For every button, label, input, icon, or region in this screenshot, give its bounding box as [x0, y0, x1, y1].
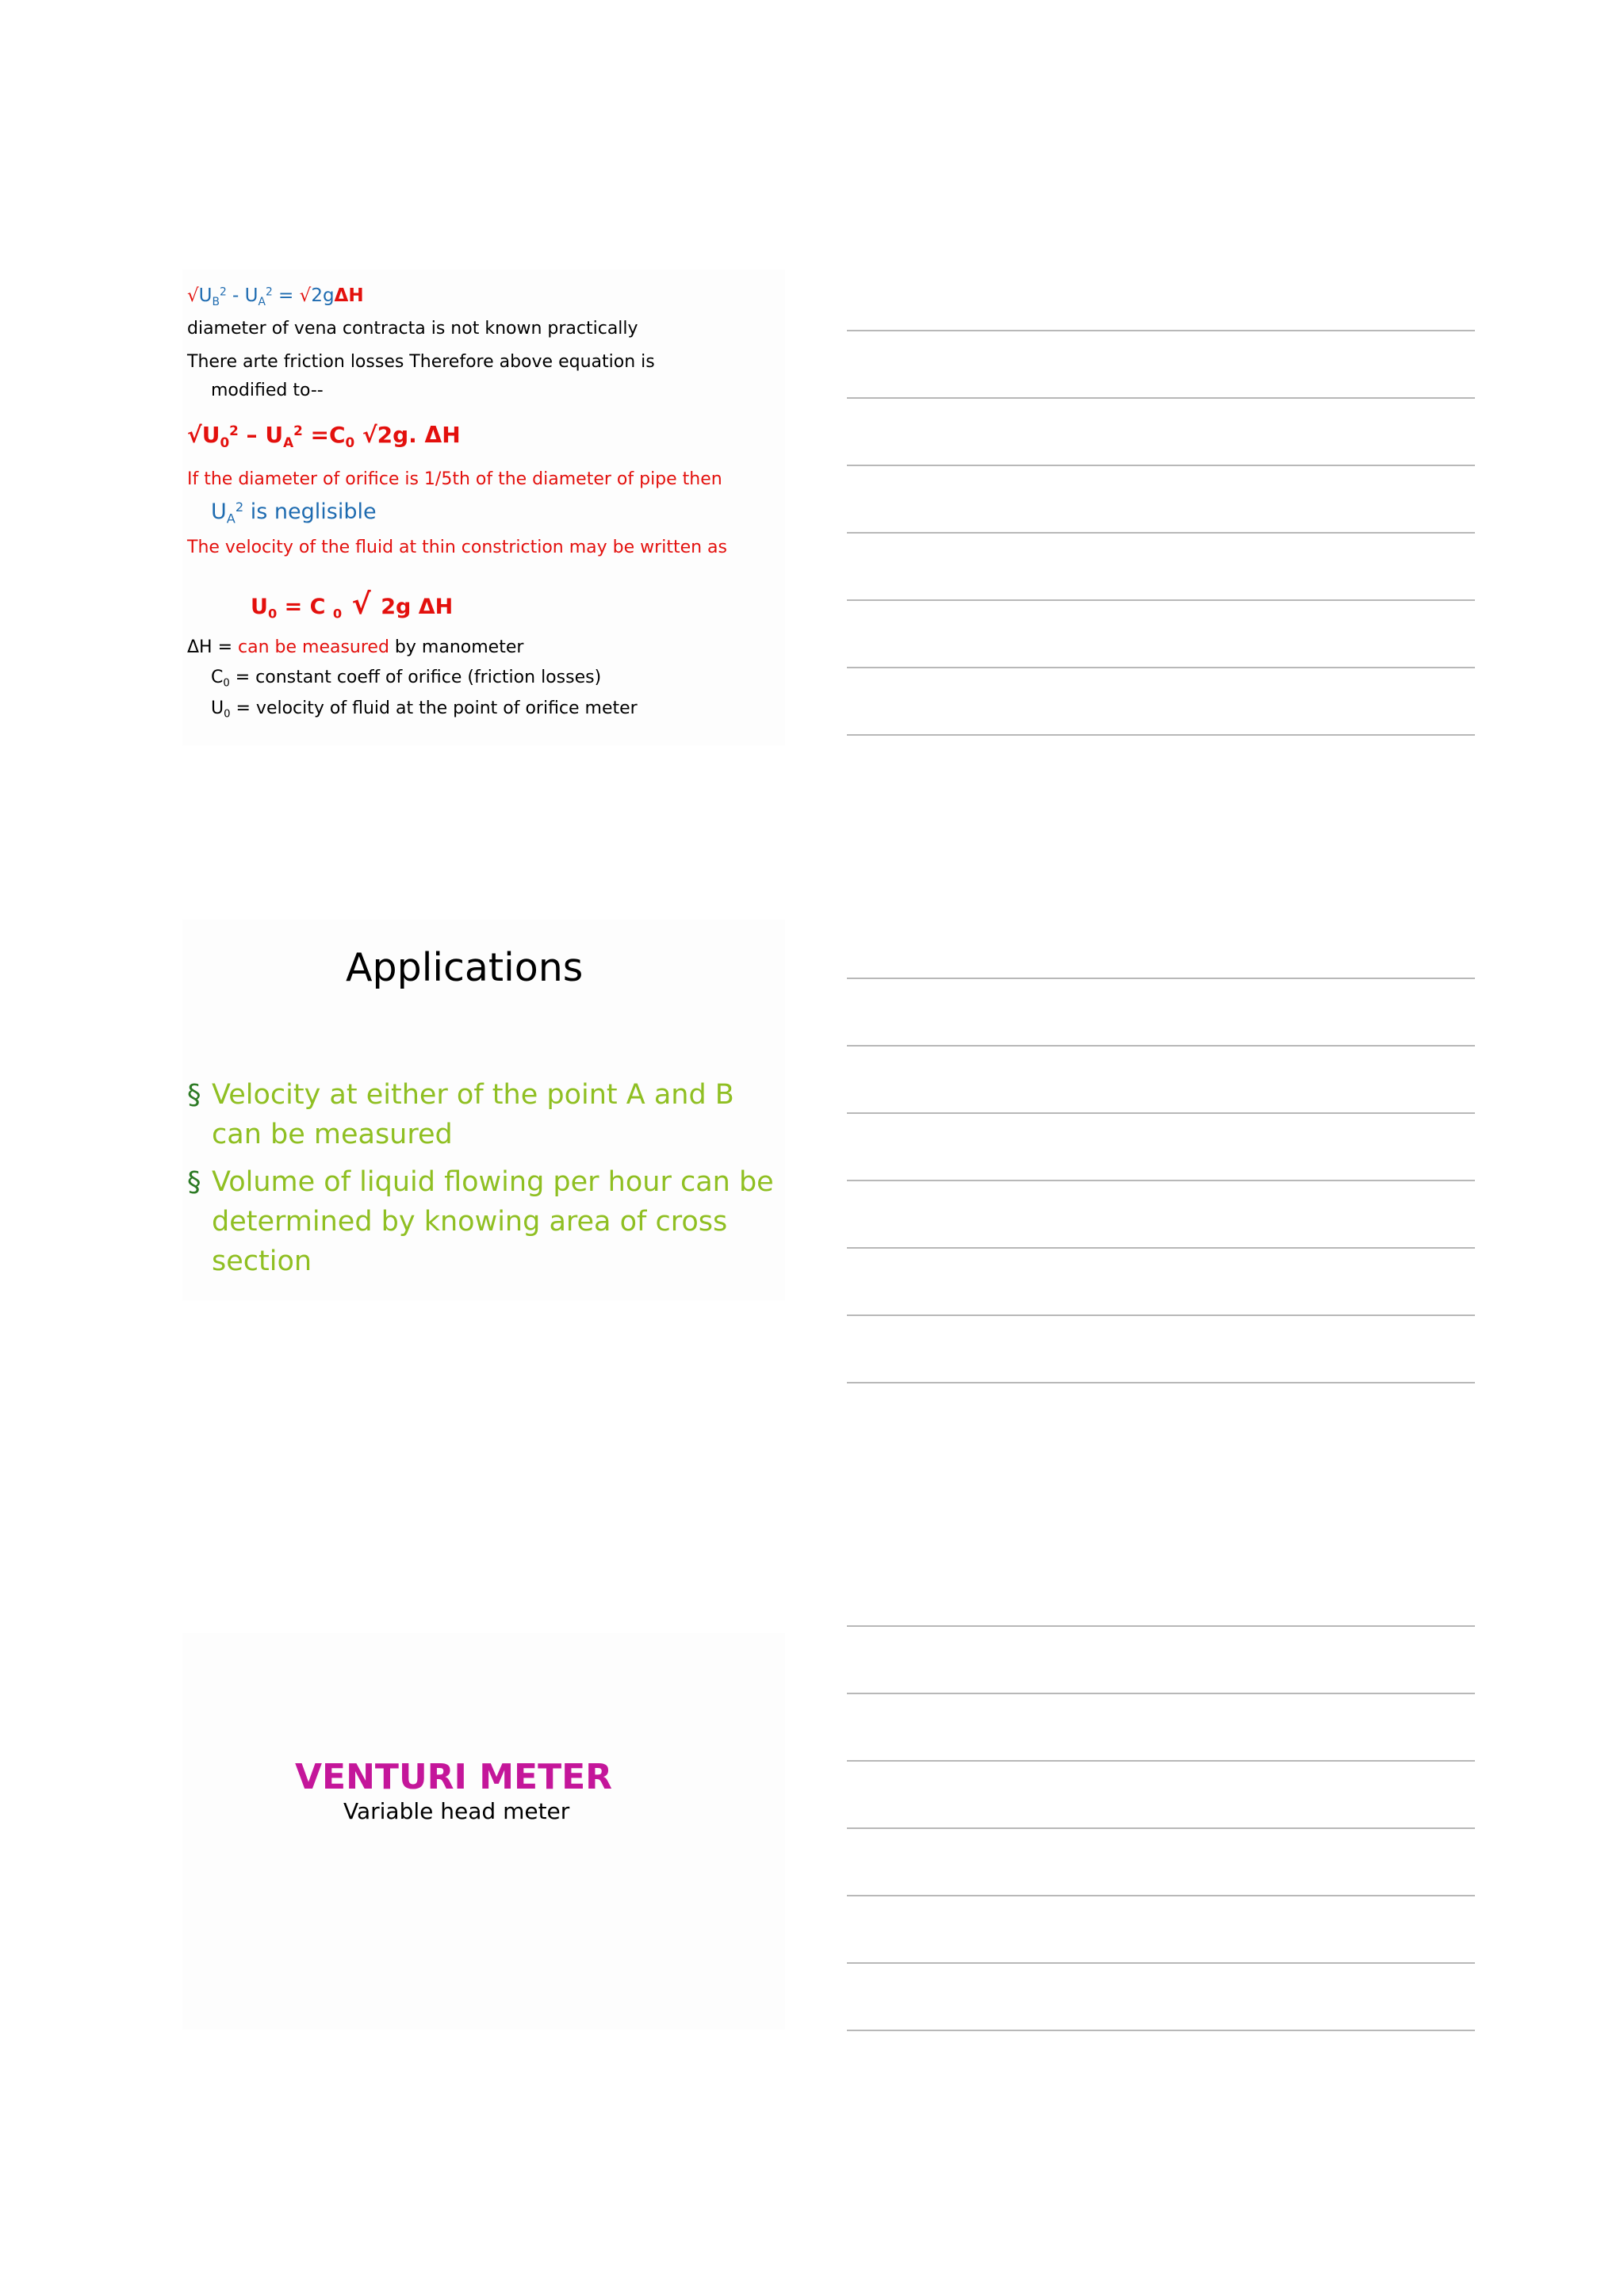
note-line — [847, 1625, 1475, 1627]
text-modified-to: modified to-- — [211, 381, 324, 400]
equals-c-term: =C — [302, 422, 346, 448]
note-line — [847, 1382, 1475, 1383]
c-symbol: C — [211, 668, 224, 687]
delta-h-label: ΔH = — [187, 637, 239, 657]
sqrt-2g-delta-h-term: √2g. ΔH — [354, 422, 461, 448]
applications-title: Applications — [346, 945, 584, 990]
venturi-meter-title: VENTURI METER — [295, 1757, 613, 1797]
by-manometer-text: by manometer — [389, 637, 524, 657]
venturi-meter-subtitle: Variable head meter — [343, 1798, 570, 1824]
two-g-term: 2g — [311, 285, 335, 306]
u0-subscript: 0 — [220, 434, 230, 450]
note-line — [847, 2030, 1475, 2031]
c0-definition-text: = constant coeff of orifice (friction losses) — [229, 668, 602, 687]
note-line — [847, 978, 1475, 979]
bullet-mark-icon: § — [187, 1166, 201, 1198]
text-ua-negligible — [211, 499, 377, 526]
c0-subscript: 0 — [345, 434, 355, 450]
note-line — [847, 532, 1475, 534]
u0-symbol: U — [251, 595, 268, 619]
negligible-text: is neglisible — [243, 499, 377, 524]
note-line — [847, 330, 1475, 331]
bullet-velocity-measured — [187, 1075, 783, 1154]
note-line — [847, 599, 1475, 601]
note-line — [847, 1895, 1475, 1896]
2g-delta-h-term: 2g ΔH — [381, 595, 454, 619]
text-velocity-at-constriction: The velocity of the fluid at thin constriction may be written as — [187, 538, 727, 557]
u-a-symbol: U — [244, 285, 259, 306]
note-line — [847, 1827, 1475, 1829]
u0-definition-text: = velocity of fluid at the point of orifice meter — [230, 698, 638, 718]
note-line — [847, 1247, 1475, 1249]
sqrt-symbol: √ — [187, 285, 199, 306]
note-line — [847, 667, 1475, 668]
ua-symbol: U — [265, 422, 284, 448]
ua-superscript: 2 — [235, 499, 244, 515]
minus-sign: - — [226, 285, 245, 306]
slide-venturi-meter — [182, 1633, 785, 2030]
note-line — [847, 1112, 1475, 1114]
sqrt-symbol: √ — [342, 588, 381, 621]
u0-symbol: U — [201, 422, 220, 448]
u-a-superscript: 2 — [265, 285, 273, 299]
ua-superscript: 2 — [293, 422, 303, 438]
equals-c-term: = C — [277, 595, 333, 619]
u0-subscript: 0 — [267, 606, 278, 622]
bullet-volume-determined — [187, 1162, 783, 1281]
equals-sign: = — [272, 285, 300, 306]
note-line — [847, 1180, 1475, 1181]
u-b-superscript: 2 — [219, 285, 227, 299]
definition-delta-h — [187, 637, 523, 657]
delta-h-term: ΔH — [334, 285, 364, 306]
equation-bernoulli-velocity — [187, 285, 364, 308]
minus-sign: – — [238, 422, 266, 448]
ua-subscript: A — [283, 434, 294, 450]
u0-superscript: 2 — [229, 422, 239, 438]
note-line — [847, 1693, 1475, 1694]
note-line — [847, 1962, 1475, 1964]
definition-c0 — [211, 668, 601, 690]
note-line — [847, 1760, 1475, 1762]
bullet-mark-icon: § — [187, 1079, 201, 1111]
u-b-subscript: B — [212, 295, 220, 308]
c-subscript: 0 — [223, 677, 230, 690]
text-vena-contracta: diameter of vena contracta is not known practically — [187, 319, 638, 339]
sqrt-symbol: √ — [187, 422, 202, 448]
u-b-symbol: U — [198, 285, 213, 306]
u-a-subscript: A — [258, 295, 266, 308]
u-subscript: 0 — [224, 708, 231, 721]
note-line — [847, 465, 1475, 466]
definition-u0 — [211, 698, 638, 721]
can-be-measured-text: can be measured — [238, 637, 389, 657]
note-line — [847, 397, 1475, 399]
text-orifice-diameter-condition: If the diameter of orifice is 1/5th of the diameter of pipe then — [187, 469, 722, 489]
note-line — [847, 1314, 1475, 1316]
text-friction-losses: There arte friction losses Therefore above equation is — [187, 352, 655, 372]
u-symbol: U — [211, 698, 224, 718]
sqrt-symbol-2: √ — [299, 285, 312, 306]
bullet-text: Velocity at either of the point A and B can be measured — [212, 1079, 734, 1150]
c0-subscript: 0 — [332, 606, 343, 622]
ua-symbol: U — [211, 499, 227, 524]
equation-orifice-coefficient — [187, 422, 461, 450]
note-line — [847, 1045, 1475, 1047]
equation-orifice-velocity — [251, 588, 453, 622]
ua-subscript: A — [226, 511, 236, 526]
note-line — [847, 734, 1475, 736]
bullet-text: Volume of liquid flowing per hour can be determined by knowing area of cross section — [212, 1166, 774, 1277]
